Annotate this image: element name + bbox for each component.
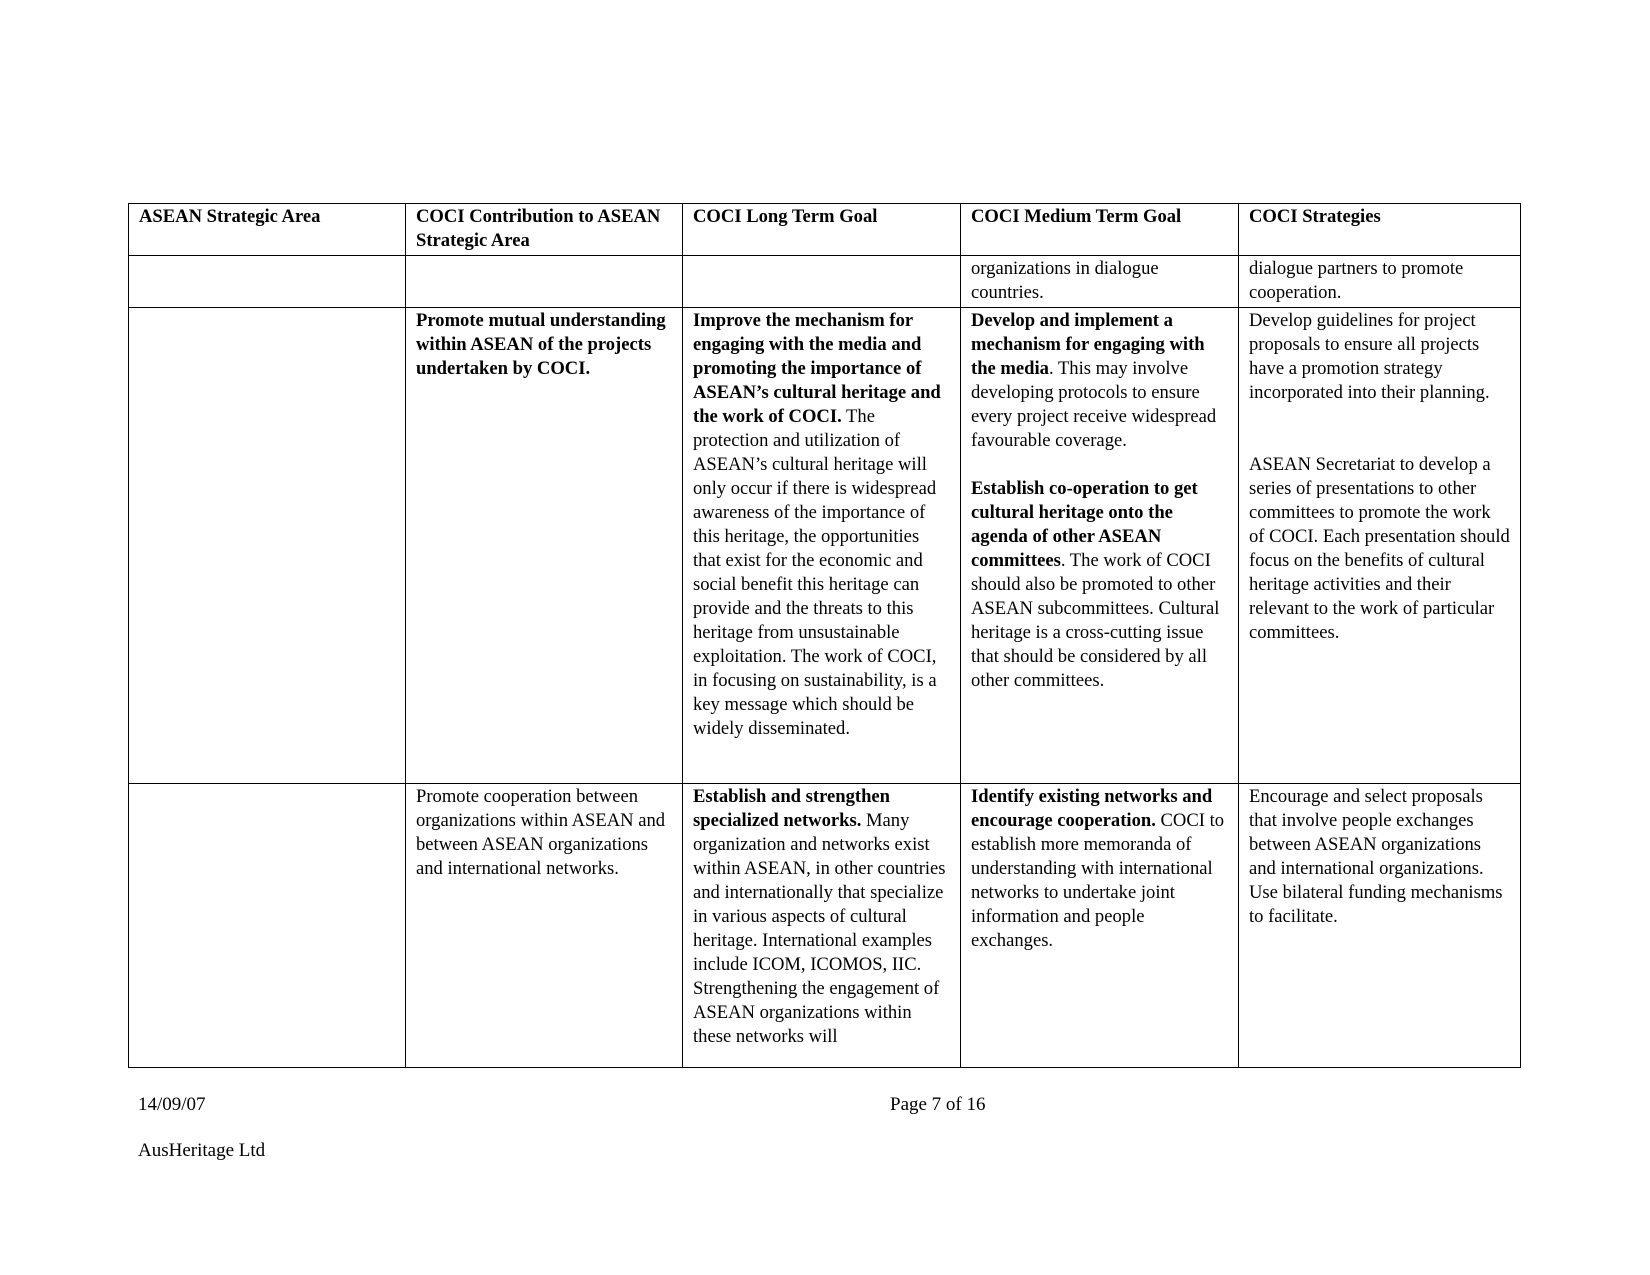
header-strategies: COCI Strategies — [1239, 204, 1521, 256]
cell-medium-term — [961, 784, 1239, 1068]
medium-goal-heading: Develop and implement a mechanism for engaging with the media — [971, 310, 1205, 379]
cell-medium-term: organizations in dialogue countries. — [961, 256, 1239, 308]
medium-goal-heading: Identify existing networks and encourage cooperation. — [971, 786, 1213, 831]
strategy-paragraph: ASEAN Secretariat to develop a series of presentations to other committees to promote the work of COCI. Each presentation should focus on the benefits of cultural heritage activities and their relevant to the work of particular committees. — [1249, 454, 1510, 643]
medium-goal-text: . This may involve developing protocols to ensure every project receive widespread favourable coverage. — [971, 358, 1217, 451]
contribution-text: Promote mutual understanding within ASEAN of the projects undertaken by COCI. — [416, 310, 666, 379]
cell-long-term — [683, 256, 961, 308]
cell-strategic-area — [129, 256, 406, 308]
cell-contribution — [406, 256, 683, 308]
table-row — [129, 784, 1521, 1068]
paragraph-spacer — [971, 453, 1228, 477]
cell-long-term — [683, 784, 961, 1068]
medium-goal-paragraph — [971, 309, 1228, 453]
table-row — [129, 256, 1521, 308]
cell-strategies — [1239, 308, 1521, 784]
long-term-goal-heading: Establish and strengthen specialized networks. — [693, 786, 891, 831]
medium-goal-text: . The work of COCI should also be promoted to other ASEAN subcommittees. Cultural heritage is a cross-cutting issue that should be considered by all other committees. — [971, 550, 1220, 691]
long-term-goal-text: Many organization and networks exist within ASEAN, in other countries and internationally that specialize in various aspects of cultural heritage. International examples include ICOM, ICOMOS, IIC. Strengthening the engagement of ASEAN organizations within these networks will — [693, 810, 946, 1047]
footer-company: AusHeritage Ltd — [138, 1140, 266, 1161]
paragraph-spacer — [1249, 405, 1510, 453]
cell-strategic-area — [129, 784, 406, 1068]
medium-goal-text: COCI to establish more memoranda of understanding with international networks to undertake joint information and people exchanges. — [971, 810, 1225, 951]
footer-date: 14/09/07 — [138, 1094, 206, 1115]
table-row — [129, 308, 1521, 784]
strategy-paragraph: Develop guidelines for project proposals to ensure all projects have a promotion strategy incorporated into their planning. — [1249, 310, 1490, 403]
medium-goal-paragraph — [971, 477, 1228, 693]
header-coci-contribution: COCI Contribution to ASEAN Strategic Area — [406, 204, 683, 256]
cell-strategies: dialogue partners to promote cooperation. — [1239, 256, 1521, 308]
cell-strategic-area — [129, 308, 406, 784]
header-long-term-goal: COCI Long Term Goal — [683, 204, 961, 256]
cell-contribution — [406, 308, 683, 784]
long-term-goal-text: The protection and utilization of ASEAN’s cultural heritage will only occur if there is widespread awareness of the importance of this heritage, the opportunities that exist for the economic and social benefit this heritage can provide and the threats to this heritage from unsustainable exploitation. The work of COCI, in focusing on sustainability, is a key message which should be widely disseminated. — [693, 406, 937, 739]
cell-contribution: Promote cooperation between organizations within ASEAN and between ASEAN organizations and international networks. — [406, 784, 683, 1068]
header-medium-term-goal: COCI Medium Term Goal — [961, 204, 1239, 256]
long-term-goal-heading: Improve the mechanism for engaging with the media and promoting the importance of ASEAN’s cultural heritage and the work of COCI. — [693, 310, 941, 427]
cell-medium-term — [961, 308, 1239, 784]
medium-goal-heading: Establish co-operation to get cultural heritage onto the agenda of other ASEAN committees — [971, 478, 1198, 571]
strategy-table — [128, 203, 1521, 1068]
cell-strategies: Encourage and select proposals that involve people exchanges between ASEAN organizations and international organizations. Use bilateral funding mechanisms to facilitate. — [1239, 784, 1521, 1068]
table-header-row — [129, 204, 1521, 256]
header-asean-strategic-area: ASEAN Strategic Area — [129, 204, 406, 256]
footer-page-number: Page 7 of 16 — [890, 1094, 986, 1115]
cell-long-term — [683, 308, 961, 784]
